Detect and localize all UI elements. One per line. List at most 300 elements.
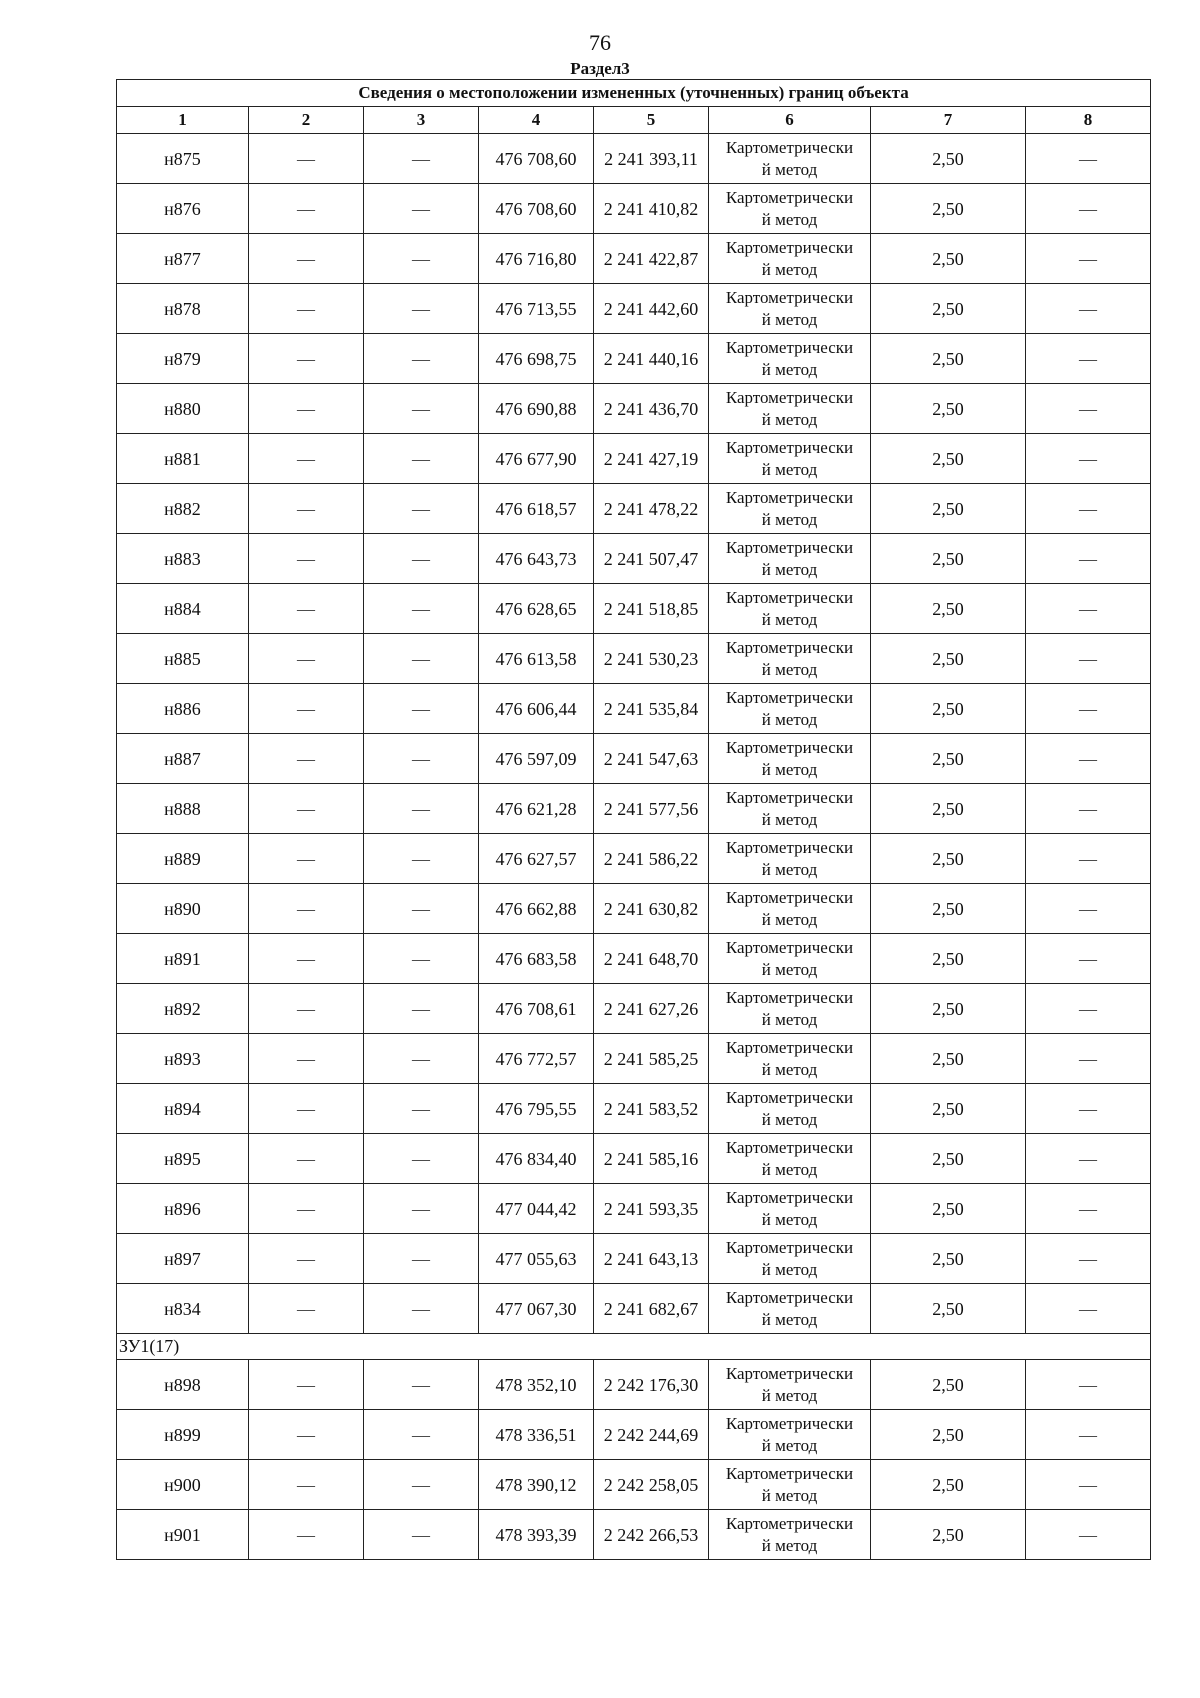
- method-text-line-2: й метод: [761, 1159, 818, 1179]
- col2-cell: —: [249, 384, 364, 434]
- point-id-cell: н885: [117, 634, 249, 684]
- point-id-cell: н875: [117, 134, 249, 184]
- method-text-line-2: й метод: [761, 559, 818, 579]
- method-text-line-2: й метод: [761, 359, 818, 379]
- col2-cell: —: [249, 434, 364, 484]
- method-text-line-1: Картометрически: [725, 1463, 854, 1483]
- method-text-line-1: Картометрически: [725, 787, 854, 807]
- table-row: [117, 134, 1151, 184]
- x-coordinate-cell: 478 393,39: [479, 1510, 594, 1560]
- method-text-line-1: Картометрически: [725, 387, 854, 407]
- col8-cell: —: [1026, 1284, 1151, 1334]
- accuracy-cell: 2,50: [871, 834, 1026, 884]
- accuracy-cell: 2,50: [871, 534, 1026, 584]
- col8-cell: —: [1026, 734, 1151, 784]
- table-row: [117, 984, 1151, 1034]
- accuracy-cell: 2,50: [871, 734, 1026, 784]
- col8-cell: —: [1026, 1034, 1151, 1084]
- col8-cell: —: [1026, 1410, 1151, 1460]
- col2-cell: —: [249, 934, 364, 984]
- x-coordinate-cell: 476 834,40: [479, 1134, 594, 1184]
- y-coordinate-cell: 2 241 436,70: [594, 384, 709, 434]
- method-text-line-2: й метод: [761, 1435, 818, 1455]
- column-header-row: [117, 107, 1151, 134]
- method-text-line-1: Картометрически: [725, 1413, 854, 1433]
- table-row: [117, 1184, 1151, 1234]
- col3-cell: —: [364, 834, 479, 884]
- method-cell: [709, 1460, 871, 1510]
- col8-cell: —: [1026, 784, 1151, 834]
- col8-cell: —: [1026, 1460, 1151, 1510]
- col2-cell: —: [249, 334, 364, 384]
- method-cell: [709, 534, 871, 584]
- col3-cell: —: [364, 234, 479, 284]
- method-text-line-1: Картометрически: [725, 1287, 854, 1307]
- method-text-line-2: й метод: [761, 659, 818, 679]
- table-row: [117, 1134, 1151, 1184]
- method-text-line-2: й метод: [761, 759, 818, 779]
- col3-cell: —: [364, 1460, 479, 1510]
- method-text-line-1: Картометрически: [725, 1363, 854, 1383]
- col8-cell: —: [1026, 1510, 1151, 1560]
- table-row: [117, 1034, 1151, 1084]
- method-text-line-1: Картометрически: [725, 1087, 854, 1107]
- column-header: 4: [479, 107, 594, 134]
- x-coordinate-cell: 477 055,63: [479, 1234, 594, 1284]
- accuracy-cell: 2,50: [871, 434, 1026, 484]
- table-row: [117, 1234, 1151, 1284]
- accuracy-cell: 2,50: [871, 134, 1026, 184]
- method-cell: [709, 134, 871, 184]
- y-coordinate-cell: 2 242 258,05: [594, 1460, 709, 1510]
- col3-cell: —: [364, 1410, 479, 1460]
- point-id-cell: н882: [117, 484, 249, 534]
- point-id-cell: н895: [117, 1134, 249, 1184]
- table-row: [117, 584, 1151, 634]
- column-header: 5: [594, 107, 709, 134]
- point-id-cell: н889: [117, 834, 249, 884]
- method-text-line-2: й метод: [761, 259, 818, 279]
- x-coordinate-cell: 478 352,10: [479, 1360, 594, 1410]
- accuracy-cell: 2,50: [871, 634, 1026, 684]
- x-coordinate-cell: 478 336,51: [479, 1410, 594, 1460]
- y-coordinate-cell: 2 242 244,69: [594, 1410, 709, 1460]
- point-id-cell: н884: [117, 584, 249, 634]
- col8-cell: —: [1026, 234, 1151, 284]
- accuracy-cell: 2,50: [871, 1460, 1026, 1510]
- point-id-cell: н880: [117, 384, 249, 434]
- x-coordinate-cell: 476 627,57: [479, 834, 594, 884]
- y-coordinate-cell: 2 241 586,22: [594, 834, 709, 884]
- x-coordinate-cell: 476 643,73: [479, 534, 594, 584]
- point-id-cell: н887: [117, 734, 249, 784]
- col2-cell: —: [249, 284, 364, 334]
- accuracy-cell: 2,50: [871, 1360, 1026, 1410]
- y-coordinate-cell: 2 241 478,22: [594, 484, 709, 534]
- col2-cell: —: [249, 1234, 364, 1284]
- x-coordinate-cell: 476 716,80: [479, 234, 594, 284]
- y-coordinate-cell: 2 241 507,47: [594, 534, 709, 584]
- col8-cell: —: [1026, 1134, 1151, 1184]
- method-text-line-1: Картометрически: [725, 437, 854, 457]
- accuracy-cell: 2,50: [871, 484, 1026, 534]
- method-text-line-2: й метод: [761, 1385, 818, 1405]
- col8-cell: —: [1026, 984, 1151, 1034]
- table-row: [117, 384, 1151, 434]
- table-row: [117, 1410, 1151, 1460]
- method-text-line-1: Картометрически: [725, 737, 854, 757]
- method-text-line-1: Картометрически: [725, 837, 854, 857]
- point-id-cell: н879: [117, 334, 249, 384]
- method-text-line-2: й метод: [761, 709, 818, 729]
- accuracy-cell: 2,50: [871, 884, 1026, 934]
- y-coordinate-cell: 2 241 585,16: [594, 1134, 709, 1184]
- x-coordinate-cell: 478 390,12: [479, 1460, 594, 1510]
- y-coordinate-cell: 2 241 577,56: [594, 784, 709, 834]
- table-row: [117, 434, 1151, 484]
- col3-cell: —: [364, 334, 479, 384]
- method-cell: [709, 184, 871, 234]
- accuracy-cell: 2,50: [871, 1284, 1026, 1334]
- accuracy-cell: 2,50: [871, 384, 1026, 434]
- col3-cell: —: [364, 734, 479, 784]
- method-text-line-1: Картометрически: [725, 637, 854, 657]
- method-text-line-2: й метод: [761, 1209, 818, 1229]
- method-text-line-2: й метод: [761, 509, 818, 529]
- y-coordinate-cell: 2 241 410,82: [594, 184, 709, 234]
- method-cell: [709, 734, 871, 784]
- method-text-line-1: Картометрически: [725, 1237, 854, 1257]
- col8-cell: —: [1026, 584, 1151, 634]
- table-row: [117, 684, 1151, 734]
- method-text-line-2: й метод: [761, 1009, 818, 1029]
- col8-cell: —: [1026, 384, 1151, 434]
- point-id-cell: н894: [117, 1084, 249, 1134]
- col2-cell: —: [249, 684, 364, 734]
- point-id-cell: н890: [117, 884, 249, 934]
- accuracy-cell: 2,50: [871, 934, 1026, 984]
- method-text-line-1: Картометрически: [725, 1137, 854, 1157]
- method-text-line-2: й метод: [761, 1485, 818, 1505]
- x-coordinate-cell: 476 618,57: [479, 484, 594, 534]
- point-id-cell: н881: [117, 434, 249, 484]
- y-coordinate-cell: 2 241 585,25: [594, 1034, 709, 1084]
- method-cell: [709, 1084, 871, 1134]
- method-text-line-1: Картометрически: [725, 187, 854, 207]
- x-coordinate-cell: 476 690,88: [479, 384, 594, 434]
- method-text-line-2: й метод: [761, 1259, 818, 1279]
- accuracy-cell: 2,50: [871, 1134, 1026, 1184]
- col3-cell: —: [364, 484, 479, 534]
- col2-cell: —: [249, 1034, 364, 1084]
- col8-cell: —: [1026, 934, 1151, 984]
- method-cell: [709, 884, 871, 934]
- point-id-cell: н876: [117, 184, 249, 234]
- method-cell: [709, 1034, 871, 1084]
- method-cell: [709, 1284, 871, 1334]
- column-header: 2: [249, 107, 364, 134]
- accuracy-cell: 2,50: [871, 1234, 1026, 1284]
- col8-cell: —: [1026, 434, 1151, 484]
- table-row: [117, 284, 1151, 334]
- col2-cell: —: [249, 1460, 364, 1510]
- col8-cell: —: [1026, 684, 1151, 734]
- col8-cell: —: [1026, 184, 1151, 234]
- col2-cell: —: [249, 634, 364, 684]
- method-cell: [709, 1510, 871, 1560]
- y-coordinate-cell: 2 241 393,11: [594, 134, 709, 184]
- point-id-cell: н878: [117, 284, 249, 334]
- x-coordinate-cell: 476 606,44: [479, 684, 594, 734]
- page-number: 76: [589, 30, 611, 55]
- group-row: [117, 1334, 1151, 1360]
- col8-cell: —: [1026, 534, 1151, 584]
- method-text-line-1: Картометрически: [725, 1037, 854, 1057]
- col3-cell: —: [364, 284, 479, 334]
- method-cell: [709, 384, 871, 434]
- accuracy-cell: 2,50: [871, 1034, 1026, 1084]
- col8-cell: —: [1026, 134, 1151, 184]
- method-text-line-1: Картометрически: [725, 287, 854, 307]
- y-coordinate-cell: 2 241 627,26: [594, 984, 709, 1034]
- col2-cell: —: [249, 1284, 364, 1334]
- method-text-line-2: й метод: [761, 809, 818, 829]
- y-coordinate-cell: 2 241 518,85: [594, 584, 709, 634]
- table-row: [117, 1360, 1151, 1410]
- table-row: [117, 184, 1151, 234]
- table-body: [117, 134, 1151, 1560]
- col8-cell: —: [1026, 334, 1151, 384]
- col2-cell: —: [249, 184, 364, 234]
- accuracy-cell: 2,50: [871, 184, 1026, 234]
- table-row: [117, 734, 1151, 784]
- method-cell: [709, 434, 871, 484]
- col3-cell: —: [364, 134, 479, 184]
- method-text-line-1: Картометрически: [725, 137, 854, 157]
- method-cell: [709, 584, 871, 634]
- col2-cell: —: [249, 1510, 364, 1560]
- x-coordinate-cell: 476 662,88: [479, 884, 594, 934]
- method-cell: [709, 1410, 871, 1460]
- accuracy-cell: 2,50: [871, 1084, 1026, 1134]
- method-text-line-1: Картометрически: [725, 1187, 854, 1207]
- method-cell: [709, 784, 871, 834]
- col3-cell: —: [364, 784, 479, 834]
- y-coordinate-cell: 2 241 547,63: [594, 734, 709, 784]
- method-text-line-1: Картометрически: [725, 537, 854, 557]
- col2-cell: —: [249, 484, 364, 534]
- y-coordinate-cell: 2 241 535,84: [594, 684, 709, 734]
- table-row: [117, 334, 1151, 384]
- col3-cell: —: [364, 934, 479, 984]
- x-coordinate-cell: 477 067,30: [479, 1284, 594, 1334]
- method-cell: [709, 1184, 871, 1234]
- y-coordinate-cell: 2 241 442,60: [594, 284, 709, 334]
- point-id-cell: н877: [117, 234, 249, 284]
- method-text-line-1: Картометрически: [725, 987, 854, 1007]
- method-text-line-2: й метод: [761, 1109, 818, 1129]
- table-title: Сведения о местоположении измененных (уточненных) границ объекта: [117, 80, 1151, 107]
- point-id-cell: н898: [117, 1360, 249, 1410]
- y-coordinate-cell: 2 242 266,53: [594, 1510, 709, 1560]
- x-coordinate-cell: 476 795,55: [479, 1084, 594, 1134]
- point-id-cell: н896: [117, 1184, 249, 1234]
- table-row: [117, 1084, 1151, 1134]
- col8-cell: —: [1026, 1084, 1151, 1134]
- accuracy-cell: 2,50: [871, 334, 1026, 384]
- method-cell: [709, 284, 871, 334]
- col2-cell: —: [249, 734, 364, 784]
- col2-cell: —: [249, 234, 364, 284]
- point-id-cell: н897: [117, 1234, 249, 1284]
- col8-cell: —: [1026, 634, 1151, 684]
- y-coordinate-cell: 2 241 427,19: [594, 434, 709, 484]
- col8-cell: —: [1026, 834, 1151, 884]
- table-row: [117, 534, 1151, 584]
- method-cell: [709, 634, 871, 684]
- table-row: [117, 1284, 1151, 1334]
- point-id-cell: н892: [117, 984, 249, 1034]
- x-coordinate-cell: 476 628,65: [479, 584, 594, 634]
- x-coordinate-cell: 476 597,09: [479, 734, 594, 784]
- col3-cell: —: [364, 984, 479, 1034]
- method-text-line-2: й метод: [761, 309, 818, 329]
- col2-cell: —: [249, 784, 364, 834]
- col2-cell: —: [249, 534, 364, 584]
- method-text-line-2: й метод: [761, 159, 818, 179]
- col3-cell: —: [364, 1510, 479, 1560]
- col3-cell: —: [364, 1084, 479, 1134]
- point-id-cell: н901: [117, 1510, 249, 1560]
- x-coordinate-cell: 476 772,57: [479, 1034, 594, 1084]
- x-coordinate-cell: 476 683,58: [479, 934, 594, 984]
- accuracy-cell: 2,50: [871, 784, 1026, 834]
- y-coordinate-cell: 2 241 648,70: [594, 934, 709, 984]
- x-coordinate-cell: 476 677,90: [479, 434, 594, 484]
- x-coordinate-cell: 476 621,28: [479, 784, 594, 834]
- table-row: [117, 1460, 1151, 1510]
- method-text-line-2: й метод: [761, 909, 818, 929]
- table-title-row: [117, 80, 1151, 107]
- col8-cell: —: [1026, 484, 1151, 534]
- y-coordinate-cell: 2 241 422,87: [594, 234, 709, 284]
- group-label: ЗУ1(17): [117, 1334, 1151, 1360]
- table-row: [117, 884, 1151, 934]
- method-text-line-2: й метод: [761, 1309, 818, 1329]
- x-coordinate-cell: 476 698,75: [479, 334, 594, 384]
- boundary-coordinates-table: [116, 79, 1151, 1560]
- y-coordinate-cell: 2 241 643,13: [594, 1234, 709, 1284]
- col2-cell: —: [249, 884, 364, 934]
- col2-cell: —: [249, 1134, 364, 1184]
- point-id-cell: н900: [117, 1460, 249, 1510]
- accuracy-cell: 2,50: [871, 1510, 1026, 1560]
- y-coordinate-cell: 2 241 530,23: [594, 634, 709, 684]
- col2-cell: —: [249, 134, 364, 184]
- accuracy-cell: 2,50: [871, 584, 1026, 634]
- table-row: [117, 484, 1151, 534]
- method-cell: [709, 834, 871, 884]
- table-row: [117, 634, 1151, 684]
- col3-cell: —: [364, 584, 479, 634]
- col3-cell: —: [364, 884, 479, 934]
- col3-cell: —: [364, 1234, 479, 1284]
- col8-cell: —: [1026, 284, 1151, 334]
- col2-cell: —: [249, 1410, 364, 1460]
- y-coordinate-cell: 2 241 440,16: [594, 334, 709, 384]
- x-coordinate-cell: 476 708,61: [479, 984, 594, 1034]
- accuracy-cell: 2,50: [871, 684, 1026, 734]
- method-text-line-1: Картометрически: [725, 937, 854, 957]
- method-text-line-2: й метод: [761, 609, 818, 629]
- y-coordinate-cell: 2 242 176,30: [594, 1360, 709, 1410]
- method-cell: [709, 684, 871, 734]
- col8-cell: —: [1026, 1184, 1151, 1234]
- x-coordinate-cell: 476 708,60: [479, 184, 594, 234]
- column-header: 6: [709, 107, 871, 134]
- method-cell: [709, 484, 871, 534]
- col8-cell: —: [1026, 884, 1151, 934]
- y-coordinate-cell: 2 241 593,35: [594, 1184, 709, 1234]
- method-cell: [709, 234, 871, 284]
- method-text-line-1: Картометрически: [725, 487, 854, 507]
- method-text-line-1: Картометрически: [725, 1513, 854, 1533]
- y-coordinate-cell: 2 241 630,82: [594, 884, 709, 934]
- method-text-line-1: Картометрически: [725, 887, 854, 907]
- method-cell: [709, 934, 871, 984]
- col3-cell: —: [364, 1184, 479, 1234]
- method-cell: [709, 984, 871, 1034]
- table-row: [117, 1510, 1151, 1560]
- point-id-cell: н891: [117, 934, 249, 984]
- col2-cell: —: [249, 1084, 364, 1134]
- table-row: [117, 834, 1151, 884]
- col3-cell: —: [364, 384, 479, 434]
- col3-cell: —: [364, 1360, 479, 1410]
- col2-cell: —: [249, 984, 364, 1034]
- col3-cell: —: [364, 1284, 479, 1334]
- column-header: 8: [1026, 107, 1151, 134]
- point-id-cell: н888: [117, 784, 249, 834]
- col8-cell: —: [1026, 1360, 1151, 1410]
- table-row: [117, 784, 1151, 834]
- method-text-line-2: й метод: [761, 859, 818, 879]
- col3-cell: —: [364, 534, 479, 584]
- x-coordinate-cell: 477 044,42: [479, 1184, 594, 1234]
- col3-cell: —: [364, 684, 479, 734]
- column-header: 1: [117, 107, 249, 134]
- y-coordinate-cell: 2 241 583,52: [594, 1084, 709, 1134]
- point-id-cell: н886: [117, 684, 249, 734]
- point-id-cell: н899: [117, 1410, 249, 1460]
- column-header: 3: [364, 107, 479, 134]
- method-cell: [709, 1134, 871, 1184]
- accuracy-cell: 2,50: [871, 984, 1026, 1034]
- col3-cell: —: [364, 434, 479, 484]
- method-text-line-1: Картометрически: [725, 337, 854, 357]
- col3-cell: —: [364, 634, 479, 684]
- method-text-line-1: Картометрически: [725, 587, 854, 607]
- point-id-cell: н893: [117, 1034, 249, 1084]
- accuracy-cell: 2,50: [871, 284, 1026, 334]
- y-coordinate-cell: 2 241 682,67: [594, 1284, 709, 1334]
- x-coordinate-cell: 476 713,55: [479, 284, 594, 334]
- table-row: [117, 934, 1151, 984]
- col3-cell: —: [364, 1134, 479, 1184]
- accuracy-cell: 2,50: [871, 1410, 1026, 1460]
- method-text-line-2: й метод: [761, 409, 818, 429]
- col2-cell: —: [249, 834, 364, 884]
